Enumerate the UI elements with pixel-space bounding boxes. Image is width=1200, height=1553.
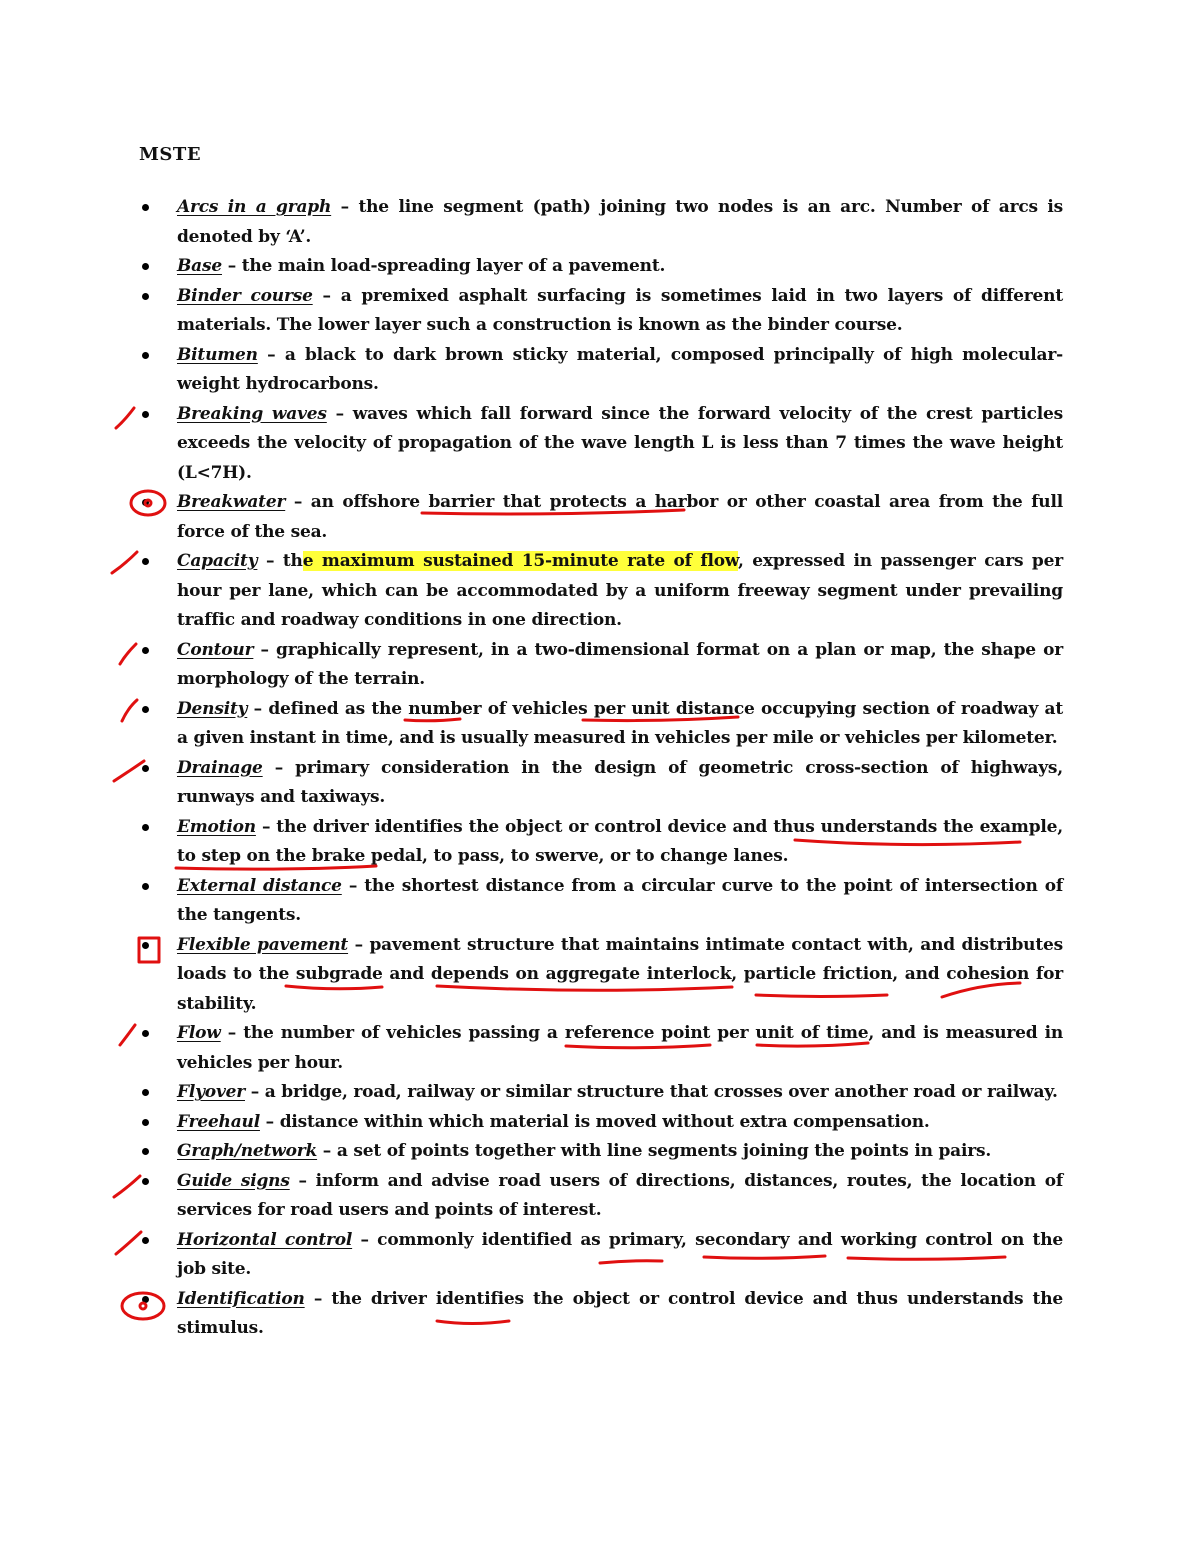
entry-definition: an offshore barrier that protects a harbor or other coastal area from the full force of the sea.: [177, 492, 1063, 542]
check-mark: [116, 1232, 141, 1254]
glossary-entry-breakwater: [139, 488, 1063, 547]
entry-definition: primary consideration in the design of geometric cross-section of highways, runways and taxiways.: [177, 757, 1063, 807]
entry-definition: a premixed asphalt surfacing is sometimes laid in two layers of different materials. The lower layer such a construction is known as the binder course.: [177, 285, 1063, 335]
glossary-entry-arcs-in-a-graph: [139, 193, 1063, 252]
glossary-entry-capacity: [139, 547, 1063, 636]
check-mark: [120, 644, 136, 664]
glossary-entry-identification: [139, 1285, 1063, 1344]
entry-term: Graph/network: [177, 1141, 318, 1161]
entry-separator: –: [220, 1023, 244, 1043]
entry-separator: –: [289, 1170, 316, 1191]
entry-definition: waves which fall forward since the forward velocity of the crest particles exceeds the velocity of propagation of the wave length L is less than 7 times the wave height (L<7H).: [177, 403, 1063, 483]
glossary-entry-breaking-waves: [139, 400, 1063, 489]
entry-separator: –: [262, 757, 296, 778]
entry-separator: –: [326, 403, 353, 424]
entry-definition: the main load-spreading layer of a pavement.: [241, 256, 666, 276]
entry-separator: –: [255, 816, 277, 837]
entry-separator: –: [221, 256, 242, 276]
glossary-entry-contour: [139, 636, 1063, 695]
entry-term: Freehaul: [177, 1111, 260, 1132]
check-mark: [112, 552, 137, 573]
entry-term: Base: [177, 256, 222, 276]
glossary-entry-drainage: [139, 754, 1063, 813]
entry-term: Guide signs: [177, 1170, 290, 1191]
entry-term: Flyover: [177, 1082, 245, 1102]
entry-separator: –: [257, 344, 285, 365]
entry-term: Drainage: [177, 757, 263, 778]
glossary-list: [139, 193, 1063, 1344]
document-title: MSTE: [139, 144, 202, 165]
entry-separator: –: [245, 1082, 265, 1102]
highlighted-text: e maximum sustained 15-minute rate of flow: [302, 551, 738, 571]
entry-term: Flow: [177, 1023, 221, 1043]
glossary-entry-external-distance: [139, 872, 1063, 931]
entry-definition-end: , expressed in passenger cars per hour per lane, which can be accommodated by a uniform freeway segment under prevailing traffic and roadway conditions in one direction.: [177, 551, 1063, 630]
check-mark: [122, 700, 137, 721]
glossary-entry-horizontal-control: [139, 1226, 1063, 1285]
glossary-entry-density: [139, 695, 1063, 754]
entry-separator: –: [304, 1288, 332, 1309]
check-mark: [120, 1025, 135, 1045]
entry-definition: pavement structure that maintains intimate contact with, and distributes loads to the subgrade and depends on aggregate interlock, particle friction, and cohesion for stability.: [177, 934, 1063, 1014]
entry-term: Flexible pavement: [177, 934, 349, 955]
entry-definition: commonly identified as primary, secondary and working control on the job site.: [177, 1229, 1063, 1279]
entry-definition: a set of points together with line segments joining the points in pairs.: [336, 1141, 992, 1161]
entry-separator: –: [259, 1111, 280, 1132]
entry-definition: distance within which material is moved without extra compensation.: [279, 1111, 930, 1132]
entry-definition: graphically represent, in a two-dimensional format on a plan or map, the shape or morphology of the terrain.: [177, 639, 1063, 689]
glossary-entry-freehaul: [139, 1108, 1063, 1138]
glossary-entry-flyover: [139, 1078, 1063, 1108]
entry-separator: –: [257, 551, 283, 571]
entry-term: Horizontal control: [177, 1229, 353, 1250]
glossary-entry-emotion: [139, 813, 1063, 872]
entry-definition: a bridge, road, railway or similar structure that crosses over another road or railway.: [264, 1082, 1058, 1102]
check-mark: [114, 1176, 140, 1197]
entry-definition: the shortest distance from a circular curve to the point of intersection of the tangents.: [177, 875, 1063, 925]
entry-term: Identification: [177, 1288, 305, 1309]
glossary-entry-guide-signs: [139, 1167, 1063, 1226]
glossary-entry-flow: [139, 1019, 1063, 1078]
entry-separator: –: [341, 875, 365, 896]
entry-definition: inform and advise road users of directions, distances, routes, the location of services for road users and points of interest.: [177, 1170, 1063, 1220]
entry-separator: –: [285, 492, 311, 512]
entry-separator: –: [247, 698, 269, 719]
entry-term: Contour: [177, 639, 254, 660]
glossary-entry-flexible-pavement: [139, 931, 1063, 1020]
entry-term: External distance: [177, 875, 342, 896]
check-mark: [116, 408, 134, 428]
entry-definition: the number of vehicles passing a reference point per unit of time, and is measured in vehicles per hour.: [177, 1023, 1063, 1073]
entry-separator: –: [348, 934, 370, 955]
entry-definition: the line segment (path) joining two nodes is an arc. Number of arcs is denoted by ‘A’.: [177, 197, 1063, 247]
entry-term: Arcs in a graph: [177, 197, 332, 217]
entry-separator: –: [312, 285, 341, 306]
entry-separator: –: [253, 639, 277, 660]
glossary-entry-bitumen: [139, 341, 1063, 400]
entry-definition-start: th: [282, 551, 303, 571]
entry-definition: the driver identifies the object or control device and thus understands the stimulus.: [177, 1288, 1063, 1338]
entry-term: Density: [177, 698, 248, 719]
entry-separator: –: [331, 197, 359, 217]
glossary-entry-binder-course: [139, 282, 1063, 341]
glossary-entry-graph-network: [139, 1137, 1063, 1167]
entry-term: Binder course: [177, 285, 313, 306]
glossary-entry-base: [139, 252, 1063, 282]
entry-term: Emotion: [177, 816, 256, 837]
entry-separator: –: [317, 1141, 337, 1161]
entry-definition: the driver identifies the object or control device and thus understands the example, to step on the brake pedal, to pass, to swerve, or to change lanes.: [177, 816, 1063, 866]
entry-definition: a black to dark brown sticky material, composed principally of high molecular-weight hydrocarbons.: [177, 344, 1063, 394]
entry-term: Capacity: [177, 551, 258, 571]
entry-term: Breakwater: [177, 492, 286, 512]
entry-definition: defined as the number of vehicles per unit distance occupying section of roadway at a given instant in time, and is usually measured in vehicles per mile or vehicles per kilometer.: [177, 698, 1063, 748]
entry-separator: –: [352, 1229, 378, 1250]
entry-term: Breaking waves: [177, 403, 327, 424]
entry-term: Bitumen: [177, 344, 258, 365]
